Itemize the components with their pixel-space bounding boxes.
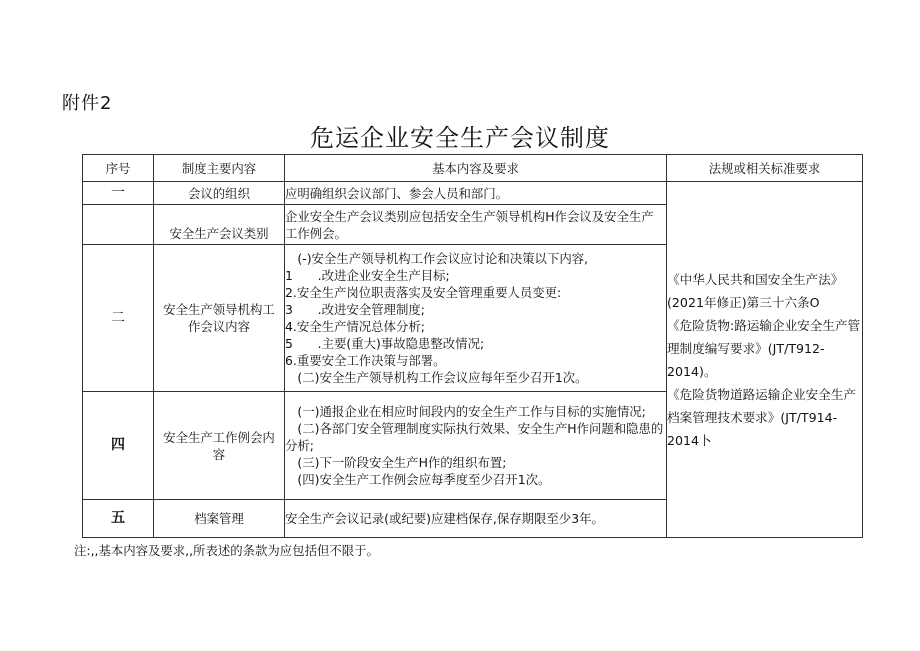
header-main-content: 制度主要内容 [154, 155, 285, 182]
row-seq [83, 205, 154, 245]
document-title: 危运企业安全生产会议制度 [310, 124, 610, 152]
row-requirements: (一)通报企业在相应时间段内的安全生产工作与目标的实施情况; (二)各部门安全管理制度实际执行效果、安全生产H作问题和隐患的分析; (三)下一阶段安全生产H作的组织布置; (四)安全生产工作例会应每季度至少召开1次。 [285, 392, 667, 500]
table-footnote: 注:,,基本内容及要求,,所表述的条款为应包括但不限于。 [74, 543, 379, 558]
row-requirements: 企业安全生产会议类别应包括安全生产领导机构H作会议及安全生产工作例会。 [285, 205, 667, 245]
row-requirements: 应明确组织会议部门、参会人员和部门。 [285, 182, 667, 205]
table-header-row [83, 155, 863, 182]
row-requirements: (-)安全生产领导机构工作会议应讨论和决策以下内容, 1 .改进企业安全生产目标; 2.安全生产岗位职责落实及安全管理重要人员变更: 3 .改进安全管理制度; 4.安全生产情况总体分析; 5 .主要(重大)事故隐患整改情况; 6.重要安全工作决策与部署。 (二)安全生产领导机构工作会议应每年至少召开1次。 [285, 245, 667, 392]
row-main-content: 会议的组织 [154, 182, 285, 205]
row-main-content: 安全生产工作例会内容 [154, 392, 285, 500]
row-main-content: 安全生产会议类别 [154, 205, 285, 245]
header-requirements: 基本内容及要求 [285, 155, 667, 182]
attachment-label: 附件2 [62, 93, 113, 114]
row-main-content: 安全生产领导机构工作会议内容 [154, 245, 285, 392]
row-seq: 四 [83, 392, 154, 500]
law-item: 《危险货物道路运输企业安全生产档案管理技术要求》(JT/T914-2014卜 [667, 386, 856, 448]
header-laws: 法规或相关标准要求 [667, 155, 863, 182]
law-item: 《中华人民共和国安全生产法》(2021年修正)第三十六条O [667, 271, 844, 310]
row-seq: 二 [83, 245, 154, 392]
row-seq: 一 [83, 182, 154, 205]
table-row [83, 182, 863, 205]
row-requirements: 安全生产会议记录(或纪要)应建档保存,保存期限至少3年。 [285, 500, 667, 538]
laws-cell [667, 182, 863, 538]
row-main-content: 档案管理 [154, 500, 285, 538]
regulation-table [82, 154, 863, 538]
row-seq: 五 [83, 500, 154, 538]
law-item: 《危险货物:路运输企业安全生产管理制度编写要求》(JT/T912-2014)。 [667, 317, 861, 379]
header-seq: 序号 [83, 155, 154, 182]
